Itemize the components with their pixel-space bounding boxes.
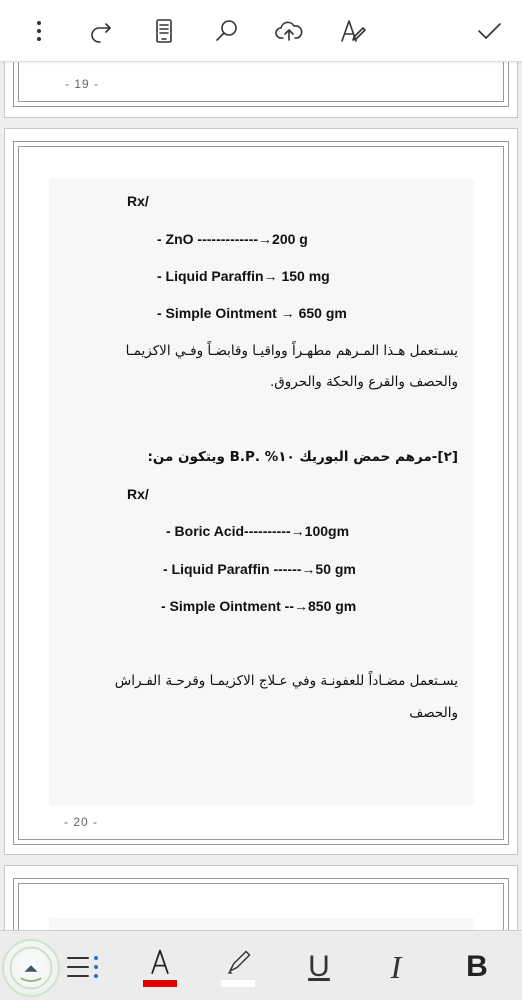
- list-format-button[interactable]: [62, 939, 102, 995]
- font-color-button[interactable]: [140, 939, 180, 995]
- page-number-20: - 20 -: [64, 815, 99, 829]
- highlight-color-swatch: [221, 980, 255, 987]
- rx2-item-boric-acid: - Boric Acid----------→100gm: [166, 523, 350, 539]
- edit-style-icon: [337, 16, 367, 46]
- section-heading-2: [٢]-مرهم حمض البوريك ١٠% .B.P ويتكون من:: [147, 449, 458, 465]
- paragraph-1-line-1: يسـتعمل هـذا المـرهم مطهـراً وواقيـا وقابضـاً وفـي الاكزيمـا: [125, 343, 458, 359]
- page-view-button[interactable]: [145, 12, 183, 50]
- page-number-19: - 19 -: [65, 77, 100, 91]
- redo-icon: [86, 16, 116, 46]
- app-logo: [2, 939, 60, 997]
- underline-label: U: [308, 950, 330, 983]
- check-icon: [474, 16, 504, 46]
- edit-style-button[interactable]: [333, 12, 371, 50]
- rx1-item-zno: - ZnO -------------→200 g: [157, 231, 308, 247]
- search-button[interactable]: [208, 12, 246, 50]
- rx-label-1: Rx/: [127, 193, 149, 209]
- rx1-item-simple-ointment: - Simple Ointment → 650 gm: [157, 305, 347, 321]
- paragraph-2-line-1: يسـتعمل مضـاداً للعفونـة وفي عـلاج الاكزيمـا وقرحـة الفـراش: [114, 673, 458, 689]
- paragraph-2-line-2: والحصف: [409, 705, 458, 721]
- rx-label-2: Rx/: [127, 486, 149, 502]
- rx2-item-liquid-paraffin: - Liquid Paraffin ------→50 gm: [163, 561, 356, 577]
- rx1-item-liquid-paraffin: - Liquid Paraffin→ 150 mg: [157, 268, 330, 284]
- highlighter-icon: [220, 947, 256, 979]
- rx2-item-simple-ointment: - Simple Ointment --→850 gm: [161, 598, 357, 614]
- logo-icon: [4, 941, 58, 995]
- underline-button[interactable]: [300, 939, 338, 995]
- more-vert-icon: [24, 16, 54, 46]
- highlight-button[interactable]: [218, 939, 258, 995]
- top-toolbar: [0, 0, 522, 62]
- search-icon: [212, 16, 242, 46]
- font-color-icon: [142, 947, 178, 979]
- bullet-list-icon: [64, 949, 100, 985]
- format-toolbar: [0, 930, 522, 1000]
- cloud-upload-icon: [274, 16, 304, 46]
- font-color-swatch: [143, 980, 177, 987]
- more-options-button[interactable]: [20, 12, 58, 50]
- redo-button[interactable]: [82, 12, 120, 50]
- bold-button[interactable]: [458, 939, 496, 995]
- done-button[interactable]: [470, 12, 508, 50]
- page-view-icon: [149, 16, 179, 46]
- italic-button[interactable]: [380, 939, 412, 995]
- bold-label: B: [466, 950, 488, 983]
- cloud-upload-button[interactable]: [270, 12, 308, 50]
- italic-label: I: [390, 948, 402, 985]
- paragraph-1-line-2: والحصف والقرع والحكة والحروق.: [270, 374, 458, 390]
